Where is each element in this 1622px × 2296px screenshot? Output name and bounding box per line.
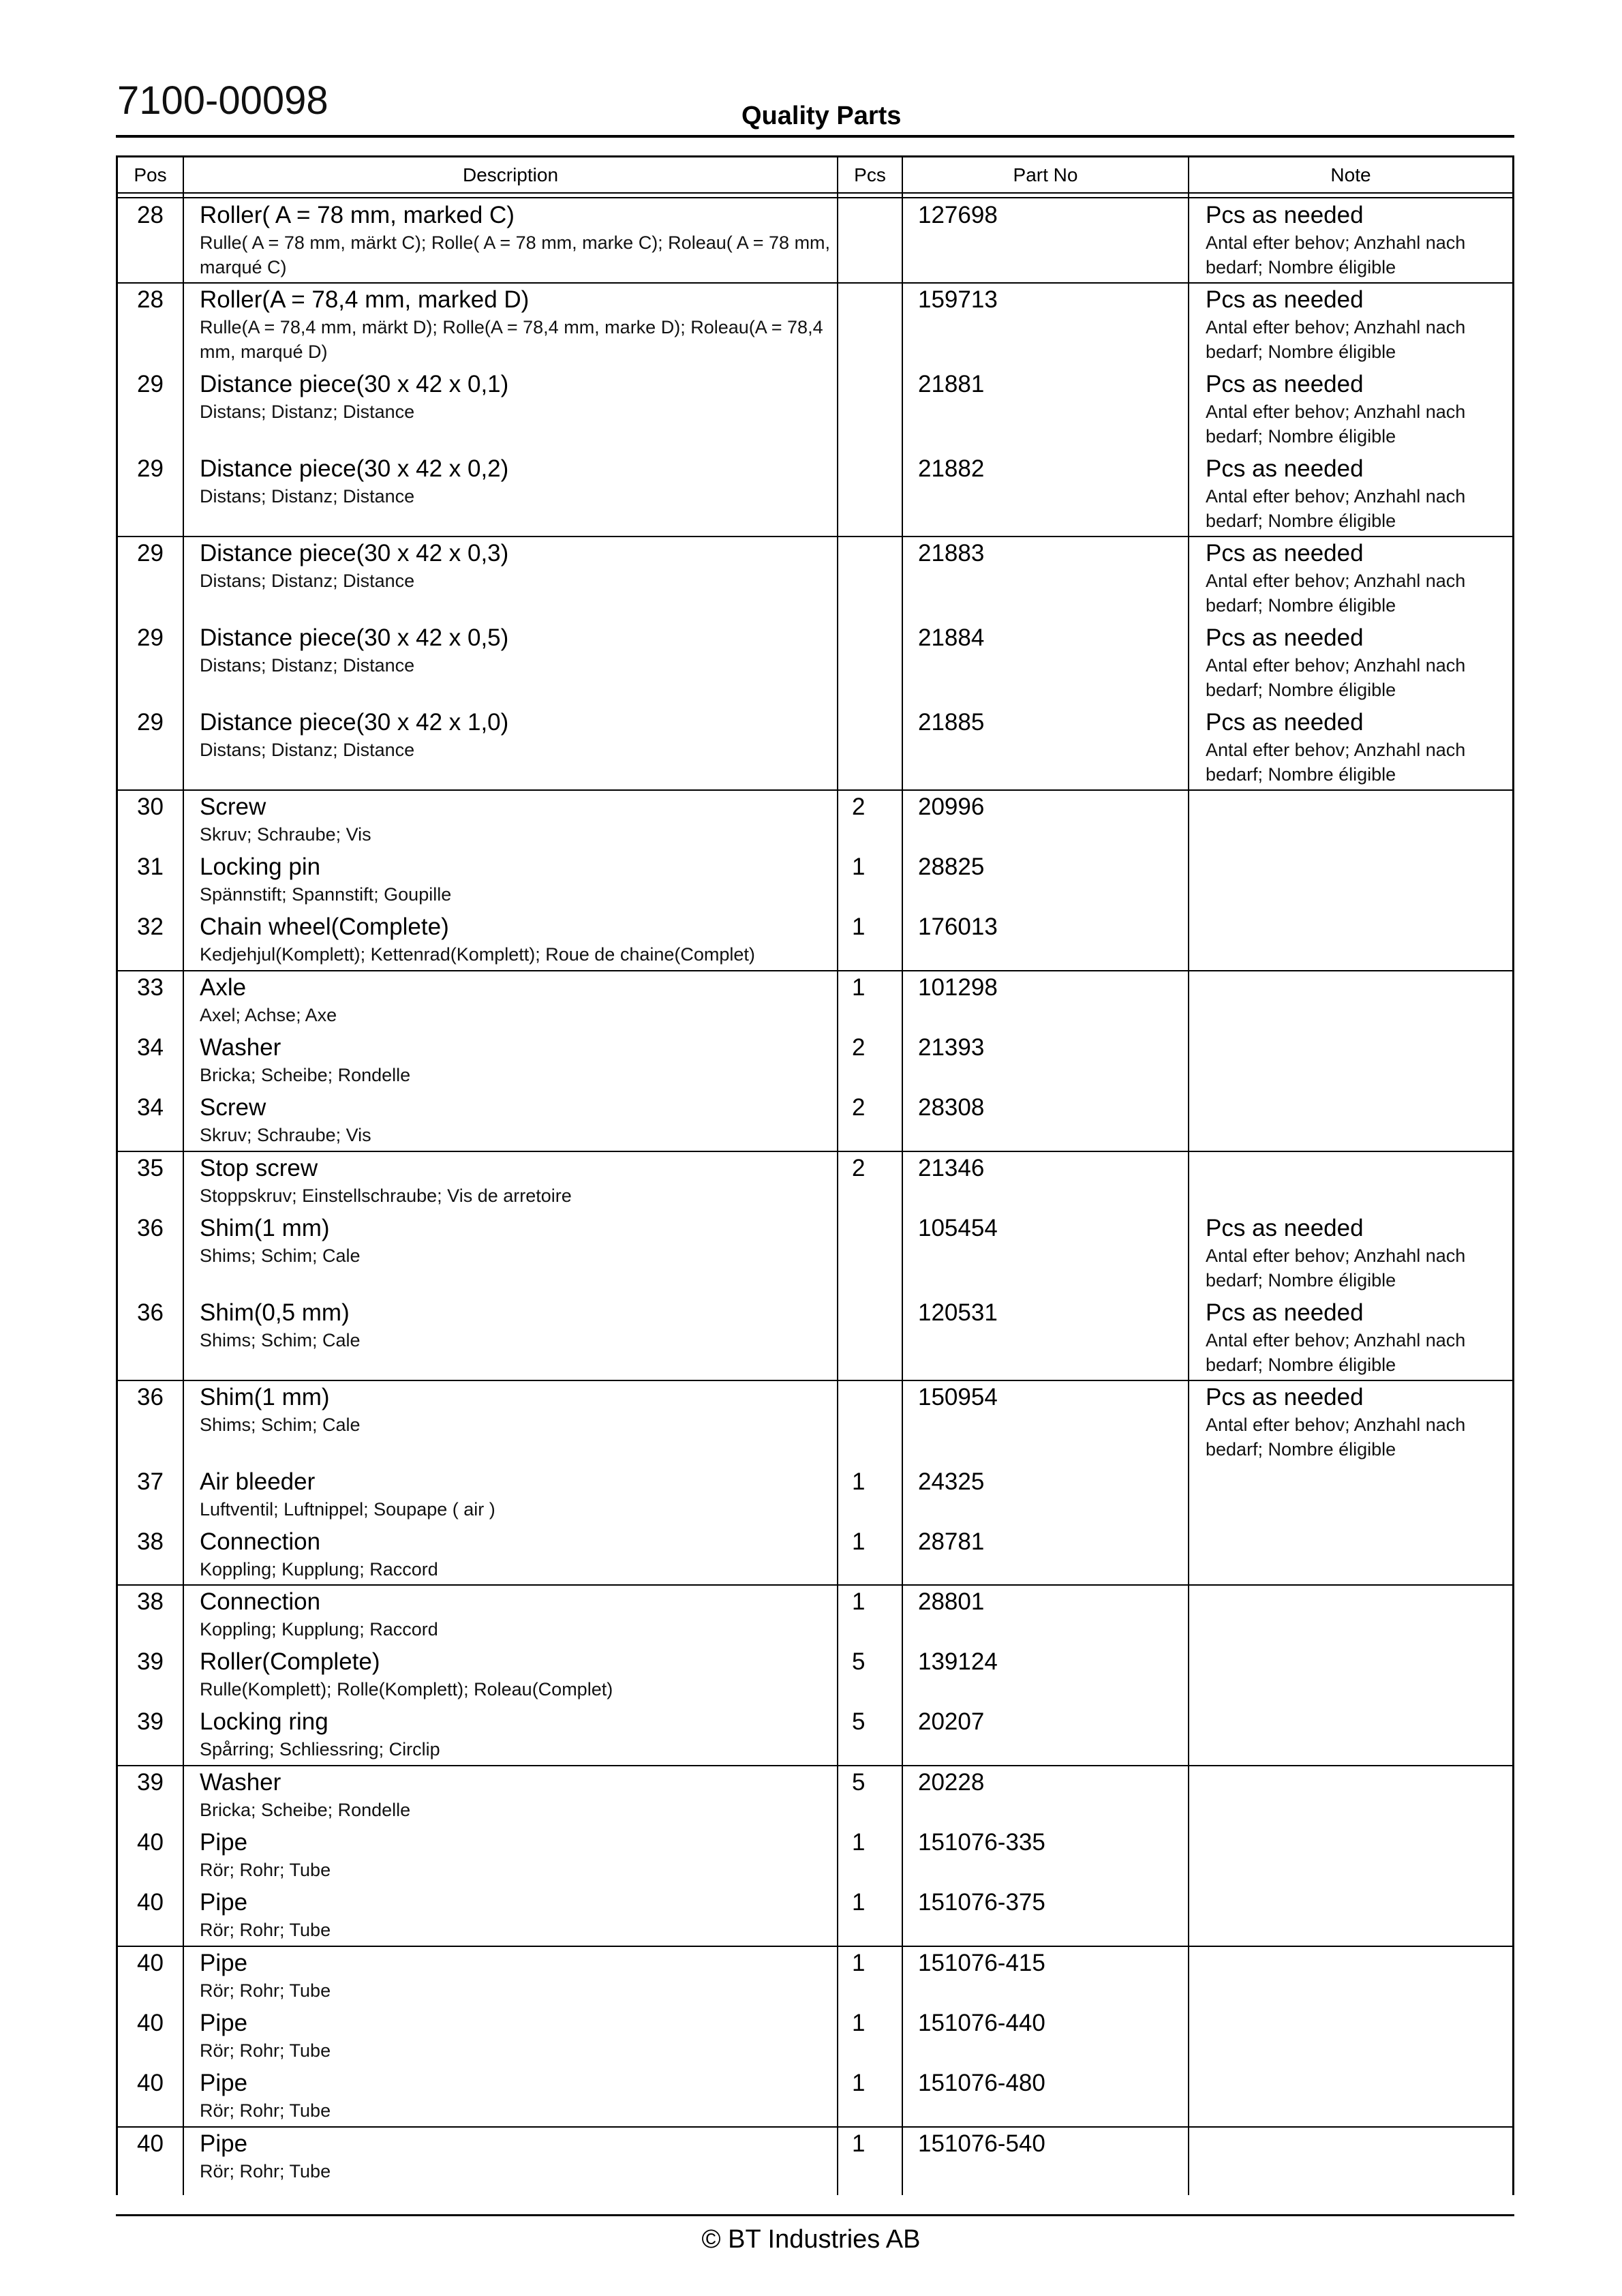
cell-description xyxy=(200,1152,833,1208)
part-name: Washer xyxy=(200,1034,281,1061)
cell-note xyxy=(1206,199,1505,280)
note-text: Pcs as needed xyxy=(1206,202,1364,228)
cell-part-no: 20207 xyxy=(918,1708,985,1735)
cell-pos: 40 xyxy=(137,2010,164,2036)
part-translations: Skruv; Schraube; Vis xyxy=(200,824,371,845)
cell-pos: 34 xyxy=(137,1034,164,1061)
cell-note xyxy=(1206,2007,1505,2008)
cell-note xyxy=(1206,2128,1505,2129)
table-row xyxy=(118,791,1512,851)
cell-note xyxy=(1206,911,1505,912)
note-translations: Antal efter behov; Anzhahl nach bedarf; Nombre éligible xyxy=(1206,1415,1466,1460)
table-row xyxy=(118,1212,1512,1297)
cell-pcs: 1 xyxy=(852,2010,866,2036)
cell-pos: 40 xyxy=(137,1829,164,1856)
part-name: Pipe xyxy=(200,1829,248,1856)
part-name: Shim(1 mm) xyxy=(200,1215,330,1241)
part-translations: Spännstift; Spannstift; Goupille xyxy=(200,884,452,905)
cell-pcs: 1 xyxy=(852,1829,866,1856)
row-group xyxy=(118,1586,1512,1766)
row-group xyxy=(118,1381,1512,1586)
cell-pcs: 1 xyxy=(852,1468,866,1495)
cell-description xyxy=(200,1212,833,1268)
note-text xyxy=(1206,1886,1505,1888)
cell-pcs: 2 xyxy=(852,794,866,820)
cell-note xyxy=(1206,851,1505,852)
cell-part-no: 20996 xyxy=(918,794,985,820)
note-translations: Antal efter behov; Anzhahl nach bedarf; Nombre éligible xyxy=(1206,571,1466,616)
cell-note xyxy=(1206,1466,1505,1467)
cell-pos: 30 xyxy=(137,794,164,820)
cell-pcs xyxy=(852,537,900,539)
cell-description xyxy=(200,453,833,509)
table-row xyxy=(118,284,1512,368)
part-translations: Shims; Schim; Cale xyxy=(200,1245,361,1266)
table-row xyxy=(118,1826,1512,1886)
cell-part-no: 28781 xyxy=(918,1528,985,1555)
cell-description xyxy=(200,1526,833,1582)
cell-pos: 37 xyxy=(137,1468,164,1495)
table-row xyxy=(118,2128,1512,2188)
cell-pcs: 1 xyxy=(852,1950,866,1976)
cell-description xyxy=(200,537,833,593)
part-name: Pipe xyxy=(200,1889,248,1916)
cell-part-no: 139124 xyxy=(918,1648,998,1675)
note-text xyxy=(1206,2067,1505,2068)
table-row xyxy=(118,1886,1512,1946)
top-rule xyxy=(116,135,1514,138)
footer-copyright: © BT Industries AB xyxy=(701,2225,921,2254)
note-translations: Antal efter behov; Anzhahl nach bedarf; Nombre éligible xyxy=(1206,740,1466,785)
note-translations: Antal efter behov; Anzhahl nach bedarf; Nombre éligible xyxy=(1206,1245,1466,1290)
part-name: Axle xyxy=(200,974,247,1001)
cell-part-no: 21883 xyxy=(918,540,985,567)
part-name: Distance piece(30 x 42 x 1,0) xyxy=(200,709,509,736)
cell-part-no: 21884 xyxy=(918,624,985,651)
note-text xyxy=(1206,1586,1505,1587)
note-text: Pcs as needed xyxy=(1206,286,1364,313)
part-translations: Luftventil; Luftnippel; Soupape ( air ) xyxy=(200,1499,495,1520)
cell-pos: 33 xyxy=(137,974,164,1001)
cell-part-no: 21881 xyxy=(918,371,985,397)
part-name: Roller(Complete) xyxy=(200,1648,380,1675)
row-group xyxy=(118,284,1512,537)
cell-pcs: 1 xyxy=(852,854,866,880)
note-translations: Antal efter behov; Anzhahl nach bedarf; Nombre éligible xyxy=(1206,1330,1466,1375)
cell-note xyxy=(1206,1031,1505,1033)
part-translations: Rör; Rohr; Tube xyxy=(200,2161,331,2181)
part-name: Roller(A = 78,4 mm, marked D) xyxy=(200,286,530,313)
cell-note xyxy=(1206,1091,1505,1093)
part-name: Locking pin xyxy=(200,854,321,880)
note-text xyxy=(1206,911,1505,912)
table-row xyxy=(118,1466,1512,1526)
table-row xyxy=(118,911,1512,971)
cell-pos: 34 xyxy=(137,1094,164,1121)
row-group xyxy=(118,537,1512,791)
part-name: Distance piece(30 x 42 x 0,3) xyxy=(200,540,509,567)
header-note: Note xyxy=(1330,164,1371,185)
note-text: Pcs as needed xyxy=(1206,1384,1364,1410)
table-row xyxy=(118,1586,1512,1646)
cell-note xyxy=(1206,622,1505,702)
header-pos: Pos xyxy=(134,164,167,185)
part-name: Air bleeder xyxy=(200,1468,316,1495)
table-row xyxy=(118,706,1512,791)
part-translations: Rulle( A = 78 mm, märkt C); Rolle( A = 78 mm, marke C); Roleau( A = 78 mm, marqué C) xyxy=(200,232,831,277)
note-translations: Antal efter behov; Anzhahl nach bedarf; Nombre éligible xyxy=(1206,655,1466,700)
cell-pcs: 1 xyxy=(852,1889,866,1916)
part-translations: Rulle(A = 78,4 mm, märkt D); Rolle(A = 78,4 mm, marke D); Roleau(A = 78,4 mm, marqué D) xyxy=(200,317,823,362)
table-row xyxy=(118,1152,1512,1212)
cell-pcs: 5 xyxy=(852,1648,866,1675)
table-row xyxy=(118,1297,1512,1381)
cell-pcs xyxy=(852,1297,900,1298)
part-name: Stop screw xyxy=(200,1155,318,1181)
part-translations: Bricka; Scheibe; Rondelle xyxy=(200,1800,411,1820)
note-text xyxy=(1206,971,1505,973)
cell-part-no: 127698 xyxy=(918,202,998,228)
cell-part-no: 28825 xyxy=(918,854,985,880)
cell-description xyxy=(200,1646,833,1702)
part-translations: Rör; Rohr; Tube xyxy=(200,1980,331,2001)
note-text xyxy=(1206,1826,1505,1828)
part-translations: Koppling; Kupplung; Raccord xyxy=(200,1619,438,1640)
cell-part-no: 120531 xyxy=(918,1299,998,1326)
cell-part-no: 151076-335 xyxy=(918,1829,1045,1856)
table-row xyxy=(118,971,1512,1031)
cell-pcs: 1 xyxy=(852,913,866,940)
cell-description xyxy=(200,1466,833,1522)
cell-description xyxy=(200,1706,833,1762)
table-row xyxy=(118,537,1512,622)
part-name: Pipe xyxy=(200,1950,248,1976)
cell-note xyxy=(1206,1526,1505,1527)
part-name: Distance piece(30 x 42 x 0,5) xyxy=(200,624,509,651)
cell-note xyxy=(1206,971,1505,973)
table-row xyxy=(118,199,1512,284)
note-translations: Antal efter behov; Anzhahl nach bedarf; Nombre éligible xyxy=(1206,232,1466,277)
row-group xyxy=(118,1947,1512,2128)
note-text xyxy=(1206,2007,1505,2008)
note-text xyxy=(1206,851,1505,852)
parts-table xyxy=(116,155,1514,2195)
cell-pcs: 2 xyxy=(852,1094,866,1121)
cell-description xyxy=(200,1381,833,1437)
cell-description xyxy=(200,911,833,967)
cell-note xyxy=(1206,1646,1505,1647)
part-translations: Rör; Rohr; Tube xyxy=(200,2040,331,2061)
header-pcs: Pcs xyxy=(854,164,886,185)
row-group xyxy=(118,199,1512,284)
cell-description xyxy=(200,1297,833,1353)
cell-part-no: 20228 xyxy=(918,1769,985,1796)
note-text xyxy=(1206,1947,1505,1948)
cell-note xyxy=(1206,2067,1505,2068)
cell-part-no: 150954 xyxy=(918,1384,998,1410)
part-translations: Kedjehjul(Komplett); Kettenrad(Komplett); Roue de chaine(Complet) xyxy=(200,944,755,965)
header-description: Description xyxy=(462,164,559,185)
note-text xyxy=(1206,1152,1505,1153)
table-row xyxy=(118,851,1512,911)
part-translations: Rör; Rohr; Tube xyxy=(200,1860,331,1880)
note-text xyxy=(1206,1526,1505,1527)
cell-part-no: 151076-480 xyxy=(918,2070,1045,2096)
cell-pos: 35 xyxy=(137,1155,164,1181)
cell-pos: 40 xyxy=(137,1889,164,1916)
table-row xyxy=(118,1947,1512,2007)
part-translations: Skruv; Schraube; Vis xyxy=(200,1125,371,1145)
part-name: Pipe xyxy=(200,2130,248,2157)
table-row xyxy=(118,1646,1512,1706)
part-name: Pipe xyxy=(200,2070,248,2096)
part-translations: Distans; Distanz; Distance xyxy=(200,655,415,676)
part-name: Screw xyxy=(200,1094,266,1121)
cell-pos: 40 xyxy=(137,2130,164,2157)
note-text: Pcs as needed xyxy=(1206,540,1364,567)
cell-pcs xyxy=(852,368,900,369)
cell-description xyxy=(200,284,833,364)
cell-pcs xyxy=(852,284,900,285)
cell-pcs: 1 xyxy=(852,974,866,1001)
cell-description xyxy=(200,368,833,424)
part-translations: Spårring; Schliessring; Circlip xyxy=(200,1739,440,1759)
cell-part-no: 21882 xyxy=(918,455,985,482)
cell-description xyxy=(200,1947,833,2003)
table-row xyxy=(118,1766,1512,1826)
cell-pos: 29 xyxy=(137,371,164,397)
table-row xyxy=(118,2067,1512,2127)
cell-pcs: 1 xyxy=(852,2070,866,2096)
cell-pcs xyxy=(852,1212,900,1213)
part-translations: Rulle(Komplett); Rolle(Komplett); Roleau(Complet) xyxy=(200,1679,613,1700)
cell-pos: 36 xyxy=(137,1384,164,1410)
row-group xyxy=(118,1766,1512,1947)
cell-pos: 39 xyxy=(137,1708,164,1735)
part-translations: Axel; Achse; Axe xyxy=(200,1005,337,1025)
cell-part-no: 21885 xyxy=(918,709,985,736)
note-text: Pcs as needed xyxy=(1206,1299,1364,1326)
cell-part-no: 176013 xyxy=(918,913,998,940)
cell-pos: 39 xyxy=(137,1648,164,1675)
row-group xyxy=(118,791,1512,971)
cell-pos: 32 xyxy=(137,913,164,940)
table-row xyxy=(118,1706,1512,1766)
note-text xyxy=(1206,1091,1505,1093)
cell-pcs xyxy=(852,199,900,200)
cell-part-no: 24325 xyxy=(918,1468,985,1495)
part-name: Washer xyxy=(200,1769,281,1796)
part-translations: Koppling; Kupplung; Raccord xyxy=(200,1559,438,1580)
cell-pcs xyxy=(852,706,900,708)
part-translations: Stoppskruv; Einstellschraube; Vis de arretoire xyxy=(200,1185,572,1206)
cell-pos: 31 xyxy=(137,854,164,880)
cell-note xyxy=(1206,706,1505,787)
cell-part-no: 28801 xyxy=(918,1588,985,1615)
part-name: Connection xyxy=(200,1528,321,1555)
bottom-rule xyxy=(116,2214,1514,2216)
note-text: Pcs as needed xyxy=(1206,709,1364,736)
part-translations: Distans; Distanz; Distance xyxy=(200,402,415,422)
table-row xyxy=(118,453,1512,537)
part-name: Distance piece(30 x 42 x 0,1) xyxy=(200,371,509,397)
part-name: Pipe xyxy=(200,2010,248,2036)
part-translations: Shims; Schim; Cale xyxy=(200,1330,361,1350)
cell-description xyxy=(200,791,833,847)
cell-part-no: 28308 xyxy=(918,1094,985,1121)
cell-pos: 29 xyxy=(137,540,164,567)
row-group xyxy=(118,971,1512,1152)
part-name: Roller( A = 78 mm, marked C) xyxy=(200,202,515,228)
cell-pcs: 2 xyxy=(852,1034,866,1061)
cell-note xyxy=(1206,1152,1505,1153)
cell-note xyxy=(1206,1947,1505,1948)
cell-note xyxy=(1206,1766,1505,1768)
note-text xyxy=(1206,1706,1505,1707)
note-text xyxy=(1206,1646,1505,1647)
note-text xyxy=(1206,2128,1505,2129)
cell-pcs xyxy=(852,1381,900,1383)
document-title: Quality Parts xyxy=(741,102,902,130)
cell-part-no: 101298 xyxy=(918,974,998,1001)
cell-pcs: 5 xyxy=(852,1708,866,1735)
part-translations: Distans; Distanz; Distance xyxy=(200,571,415,591)
cell-pos: 39 xyxy=(137,1769,164,1796)
cell-pcs xyxy=(852,453,900,454)
cell-pos: 40 xyxy=(137,2070,164,2096)
part-name: Connection xyxy=(200,1588,321,1615)
cell-description xyxy=(200,1766,833,1822)
cell-description xyxy=(200,1091,833,1147)
cell-note xyxy=(1206,1297,1505,1377)
cell-pcs: 1 xyxy=(852,1528,866,1555)
cell-pos: 29 xyxy=(137,624,164,651)
cell-description xyxy=(200,851,833,907)
cell-note xyxy=(1206,1381,1505,1462)
part-translations: Bricka; Scheibe; Rondelle xyxy=(200,1065,411,1085)
row-group xyxy=(118,2128,1512,2190)
cell-note xyxy=(1206,453,1505,533)
cell-note xyxy=(1206,1706,1505,1707)
cell-pcs: 1 xyxy=(852,1588,866,1615)
table-row xyxy=(118,622,1512,706)
cell-part-no: 105454 xyxy=(918,1215,998,1241)
note-text: Pcs as needed xyxy=(1206,455,1364,482)
cell-note xyxy=(1206,791,1505,792)
note-text xyxy=(1206,791,1505,792)
note-text: Pcs as needed xyxy=(1206,371,1364,397)
part-name: Shim(0,5 mm) xyxy=(200,1299,350,1326)
cell-note xyxy=(1206,1886,1505,1888)
table-row xyxy=(118,1031,1512,1091)
note-text xyxy=(1206,1031,1505,1033)
cell-note xyxy=(1206,368,1505,449)
note-text xyxy=(1206,1766,1505,1768)
note-translations: Antal efter behov; Anzhahl nach bedarf; Nombre éligible xyxy=(1206,486,1466,531)
part-translations: Rör; Rohr; Tube xyxy=(200,2100,331,2121)
part-name: Locking ring xyxy=(200,1708,328,1735)
part-name: Chain wheel(Complete) xyxy=(200,913,449,940)
cell-pos: 28 xyxy=(137,286,164,313)
cell-description xyxy=(200,1886,833,1942)
table-row xyxy=(118,368,1512,453)
cell-pos: 29 xyxy=(137,455,164,482)
document-number: 7100-00098 xyxy=(117,78,328,123)
cell-description xyxy=(200,2067,833,2123)
cell-note xyxy=(1206,284,1505,364)
note-translations: Antal efter behov; Anzhahl nach bedarf; Nombre éligible xyxy=(1206,317,1466,362)
cell-description xyxy=(200,2007,833,2063)
cell-note xyxy=(1206,1212,1505,1293)
cell-description xyxy=(200,199,833,280)
cell-part-no: 21346 xyxy=(918,1155,985,1181)
cell-pos: 38 xyxy=(137,1528,164,1555)
table-row xyxy=(118,1381,1512,1466)
cell-part-no: 159713 xyxy=(918,286,998,313)
cell-note xyxy=(1206,537,1505,618)
row-group xyxy=(118,1152,1512,1381)
note-text xyxy=(1206,1466,1505,1467)
cell-part-no: 21393 xyxy=(918,1034,985,1061)
part-name: Distance piece(30 x 42 x 0,2) xyxy=(200,455,509,482)
note-translations: Antal efter behov; Anzhahl nach bedarf; Nombre éligible xyxy=(1206,402,1466,447)
cell-pos: 38 xyxy=(137,1588,164,1615)
cell-part-no: 151076-540 xyxy=(918,2130,1045,2157)
table-header xyxy=(118,155,1512,194)
cell-pcs: 5 xyxy=(852,1769,866,1796)
note-text: Pcs as needed xyxy=(1206,1215,1364,1241)
cell-pos: 40 xyxy=(137,1950,164,1976)
header-double-rule xyxy=(118,197,1512,198)
cell-description xyxy=(200,706,833,762)
cell-description xyxy=(200,622,833,678)
cell-description xyxy=(200,1586,833,1642)
cell-pos: 36 xyxy=(137,1299,164,1326)
cell-description xyxy=(200,1031,833,1087)
table-row xyxy=(118,1091,1512,1151)
cell-pos: 28 xyxy=(137,202,164,228)
part-translations: Distans; Distanz; Distance xyxy=(200,740,415,760)
table-body xyxy=(118,199,1512,2190)
table-row xyxy=(118,1526,1512,1586)
cell-part-no: 151076-440 xyxy=(918,2010,1045,2036)
part-translations: Shims; Schim; Cale xyxy=(200,1415,361,1435)
cell-description xyxy=(200,2128,833,2184)
header-part-no: Part No xyxy=(1013,164,1078,185)
part-translations: Rör; Rohr; Tube xyxy=(200,1920,331,1940)
part-translations: Distans; Distanz; Distance xyxy=(200,486,415,507)
part-name: Shim(1 mm) xyxy=(200,1384,330,1410)
cell-pcs: 1 xyxy=(852,2130,866,2157)
cell-note xyxy=(1206,1586,1505,1587)
table-row xyxy=(118,2007,1512,2067)
cell-note xyxy=(1206,1826,1505,1828)
cell-part-no: 151076-415 xyxy=(918,1950,1045,1976)
cell-pos: 36 xyxy=(137,1215,164,1241)
cell-description xyxy=(200,1826,833,1882)
cell-pos: 29 xyxy=(137,709,164,736)
cell-pcs: 2 xyxy=(852,1155,866,1181)
cell-pcs xyxy=(852,622,900,623)
part-name: Screw xyxy=(200,794,266,820)
cell-part-no: 151076-375 xyxy=(918,1889,1045,1916)
cell-description xyxy=(200,971,833,1027)
note-text: Pcs as needed xyxy=(1206,624,1364,651)
